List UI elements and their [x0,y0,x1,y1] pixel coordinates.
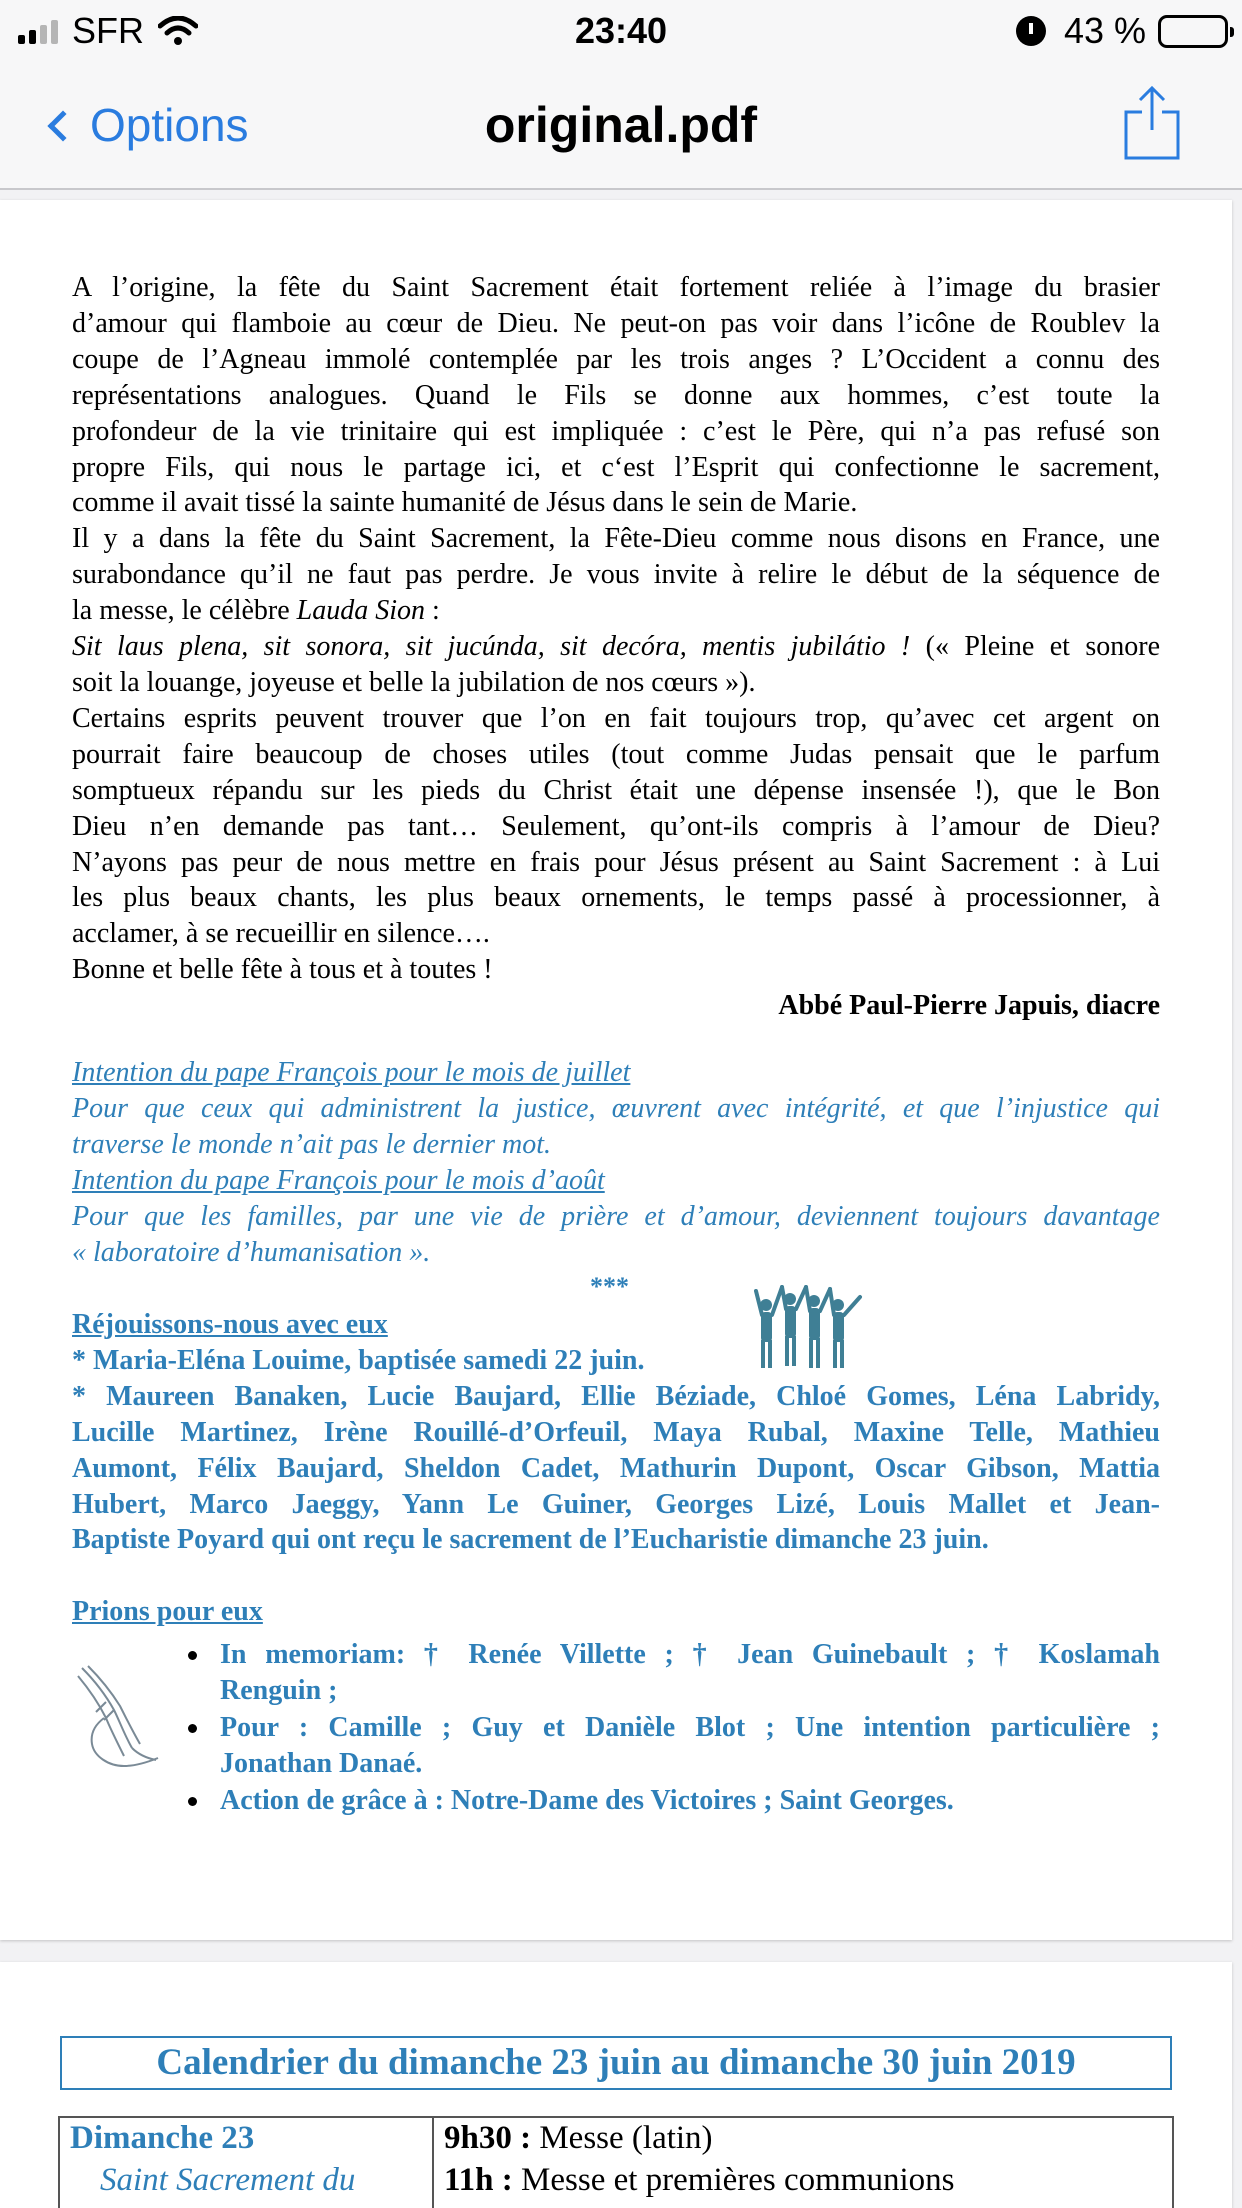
alarm-icon [1016,16,1046,46]
calendar-event: Messe (latin) [531,2120,713,2156]
text-line: Pour que ceux qui administrent la justice, œuvrent avec intégrité, et que l’injustice qui [72,1092,1160,1124]
calendar-row [444,2162,955,2199]
paragraph-1-lines [72,270,1160,485]
text-line: représentations analogues. Quand le Fils se donne aux hommes, c’est toute la [72,379,1160,411]
calendar-title: Calendrier du dimanche 23 juin au dimanche 30 juin 2019 [60,2036,1172,2090]
status-right [1016,10,1228,52]
pray-title: Prions pour eux [72,1596,263,1627]
battery-icon [1158,15,1228,48]
calendar-event: Messe et premières communions [512,2162,955,2198]
navigation-bar [0,62,1242,190]
table-divider [432,2118,434,2208]
text-line: * Maureen Banaken, Lucie Baujard, Ellie Béziade, Chloé Gomes, Léna Labridy, [72,1380,1160,1412]
closing-line: Bonne et belle fête à tous et à toutes ! [72,954,493,986]
rejoice-title: Réjouissons-nous avec eux [72,1309,388,1340]
text-line: Hubert, Marco Jaeggy, Yann Le Guiner, Georges Lizé, Louis Mallet et Jean- [72,1488,1160,1520]
text-line: Baptiste Poyard qui ont reçu le sacrement de l’Eucharistie dimanche 23 juin. [72,1524,989,1556]
status-time: 23:40 [574,10,668,51]
text-line: Lucille Martinez, Irène Rouillé-d’Orfeuil, Maya Rubal, Maxine Telle, Mathieu [72,1416,1160,1448]
back-button-label: Options [90,99,249,151]
calendar-table [58,2116,1174,2208]
pray-section [72,1594,1160,1630]
calendar-row [444,2120,713,2157]
text-line: Certains esprits peuvent trouver que l’on en fait toujours trop, qu’avec cet argent on [72,702,1160,734]
prayer-item [220,1637,1160,1709]
intention-august-title[interactable]: Intention du pape François pour le mois d’août [72,1164,605,1196]
text-line: A l’origine, la fête du Saint Sacrement était fortement reliée à l’image du brasier [72,272,1160,303]
text-fragment: : [425,595,440,627]
text-line: Jonathan Danaé. [220,1748,423,1779]
text-line: Renguin ; [220,1675,338,1706]
bullet-icon [188,1651,197,1660]
separator: *** [590,1272,629,1301]
text-line: Dieu n’en demande pas tant… Seulement, qu’ont-ils compris à l’amour de Dieu? [72,810,1160,842]
text-line: d’amour qui flamboie au cœur de Dieu. Ne peut-on pas voir dans l’icône de Roublev la [72,307,1160,339]
calendar-day: Dimanche 23 [70,2120,255,2156]
carrier-name: SFR [72,10,144,51]
share-icon[interactable] [1122,84,1182,162]
bullet-icon [188,1724,197,1733]
communions-lines [72,1379,1160,1523]
text-line: In memoriam: † Renée Villette ; † Jean Guinebault ; † Koslamah [220,1639,1160,1670]
text-fragment: la messe, le célèbre [72,595,297,627]
signature: Abbé Paul-Pierre Japuis, diacre [778,990,1160,1022]
text-line: propre Fils, qui nous le partage ici, et c‘est l’Esprit qui confectionne le sacrement, [72,451,1160,483]
praying-hands-icon [74,1662,164,1772]
text-line: traverse le monde n’ait pas le dernier mot. [72,1128,552,1160]
text-line: Pour : Camille ; Guy et Danièle Blot ; Une intention particulière ; [220,1712,1160,1743]
text-line: « laboratoire d’humanisation ». [72,1236,431,1268]
text-line: Action de grâce à : Notre-Dame des Victoires ; Saint Georges. [220,1785,954,1816]
paragraph-saint-sacrement [72,270,1160,1024]
intention-july-title[interactable]: Intention du pape François pour le mois de juillet [72,1057,631,1088]
latin-translation: (« Pleine et sonore [910,631,1160,663]
text-line: comme il avait tissé la sainte humanité de Jésus dans le sein de Marie. [72,487,858,519]
calendar-time: 9h30 : [444,2120,532,2156]
status-bar [0,0,1242,62]
text-line: N’ayons pas peur de nous mettre en frais pour Jésus présent au Saint Sacrement : à Lui [72,846,1160,878]
text-line: coupe de l’Agneau immolé contemplée par les trois anges ? L’Occident a connu des [72,343,1160,375]
bullet-icon [188,1797,197,1806]
text-line: Pour que les familles, par une vie de prière et d’amour, deviennent toujours davantage [72,1200,1160,1232]
baptism-line: * Maria-Eléna Louime, baptisée samedi 22 juin. [72,1344,645,1376]
text-line [72,593,1160,629]
text-line: Aumont, Félix Baujard, Sheldon Cadet, Mathurin Dupont, Oscar Gibson, Mattia [72,1452,1160,1484]
document-title: original.pdf [484,97,758,153]
calendar-time: 11h : [444,2162,513,2198]
lauda-sion-title: Lauda Sion [296,595,426,627]
latin-verse-text: Sit laus plena, sit sonora, sit jucúnda, sit decóra, mentis jubilátio ! [72,631,911,663]
prayer-item [220,1783,1160,1819]
text-line: les plus beaux chants, les plus beaux ornements, le temps passé à processionner, à [72,882,1160,914]
rejoice-section [72,1307,1160,1558]
text-line: soit la louange, joyeuse et belle la jubilation de nos cœurs »). [72,666,756,698]
battery-percent: 43 % [1063,10,1146,51]
prayer-item [220,1710,1160,1782]
paragraph-2-lines [72,521,1160,593]
calendar-feast: Saint Sacrement du [100,2162,356,2198]
text-line: Il y a dans la fête du Saint Sacrement, la Fête-Dieu comme nous disons en France, une [72,523,1160,555]
paragraph-3-lines [72,701,1160,916]
text-line: surabondance qu’il ne faut pas perdre. Je vous invite à relire le début de la séquence de [72,559,1160,591]
text-line: pourrait faire beaucoup de choses utiles (tout comme Judas pensait que le parfum [72,738,1160,770]
text-line: acclamer, à se recueillir en silence…. [72,918,490,950]
text-line: profondeur de la vie trinitaire qui est impliquée : c’est le Père, qui n’a pas refusé son [72,415,1160,447]
pope-intentions [72,1055,1160,1270]
prayer-list [220,1637,1160,1819]
text-line: somptueux répandu sur les pieds du Christ était une dépense insensée !), que le Bon [72,774,1160,806]
latin-verse [72,629,1160,665]
